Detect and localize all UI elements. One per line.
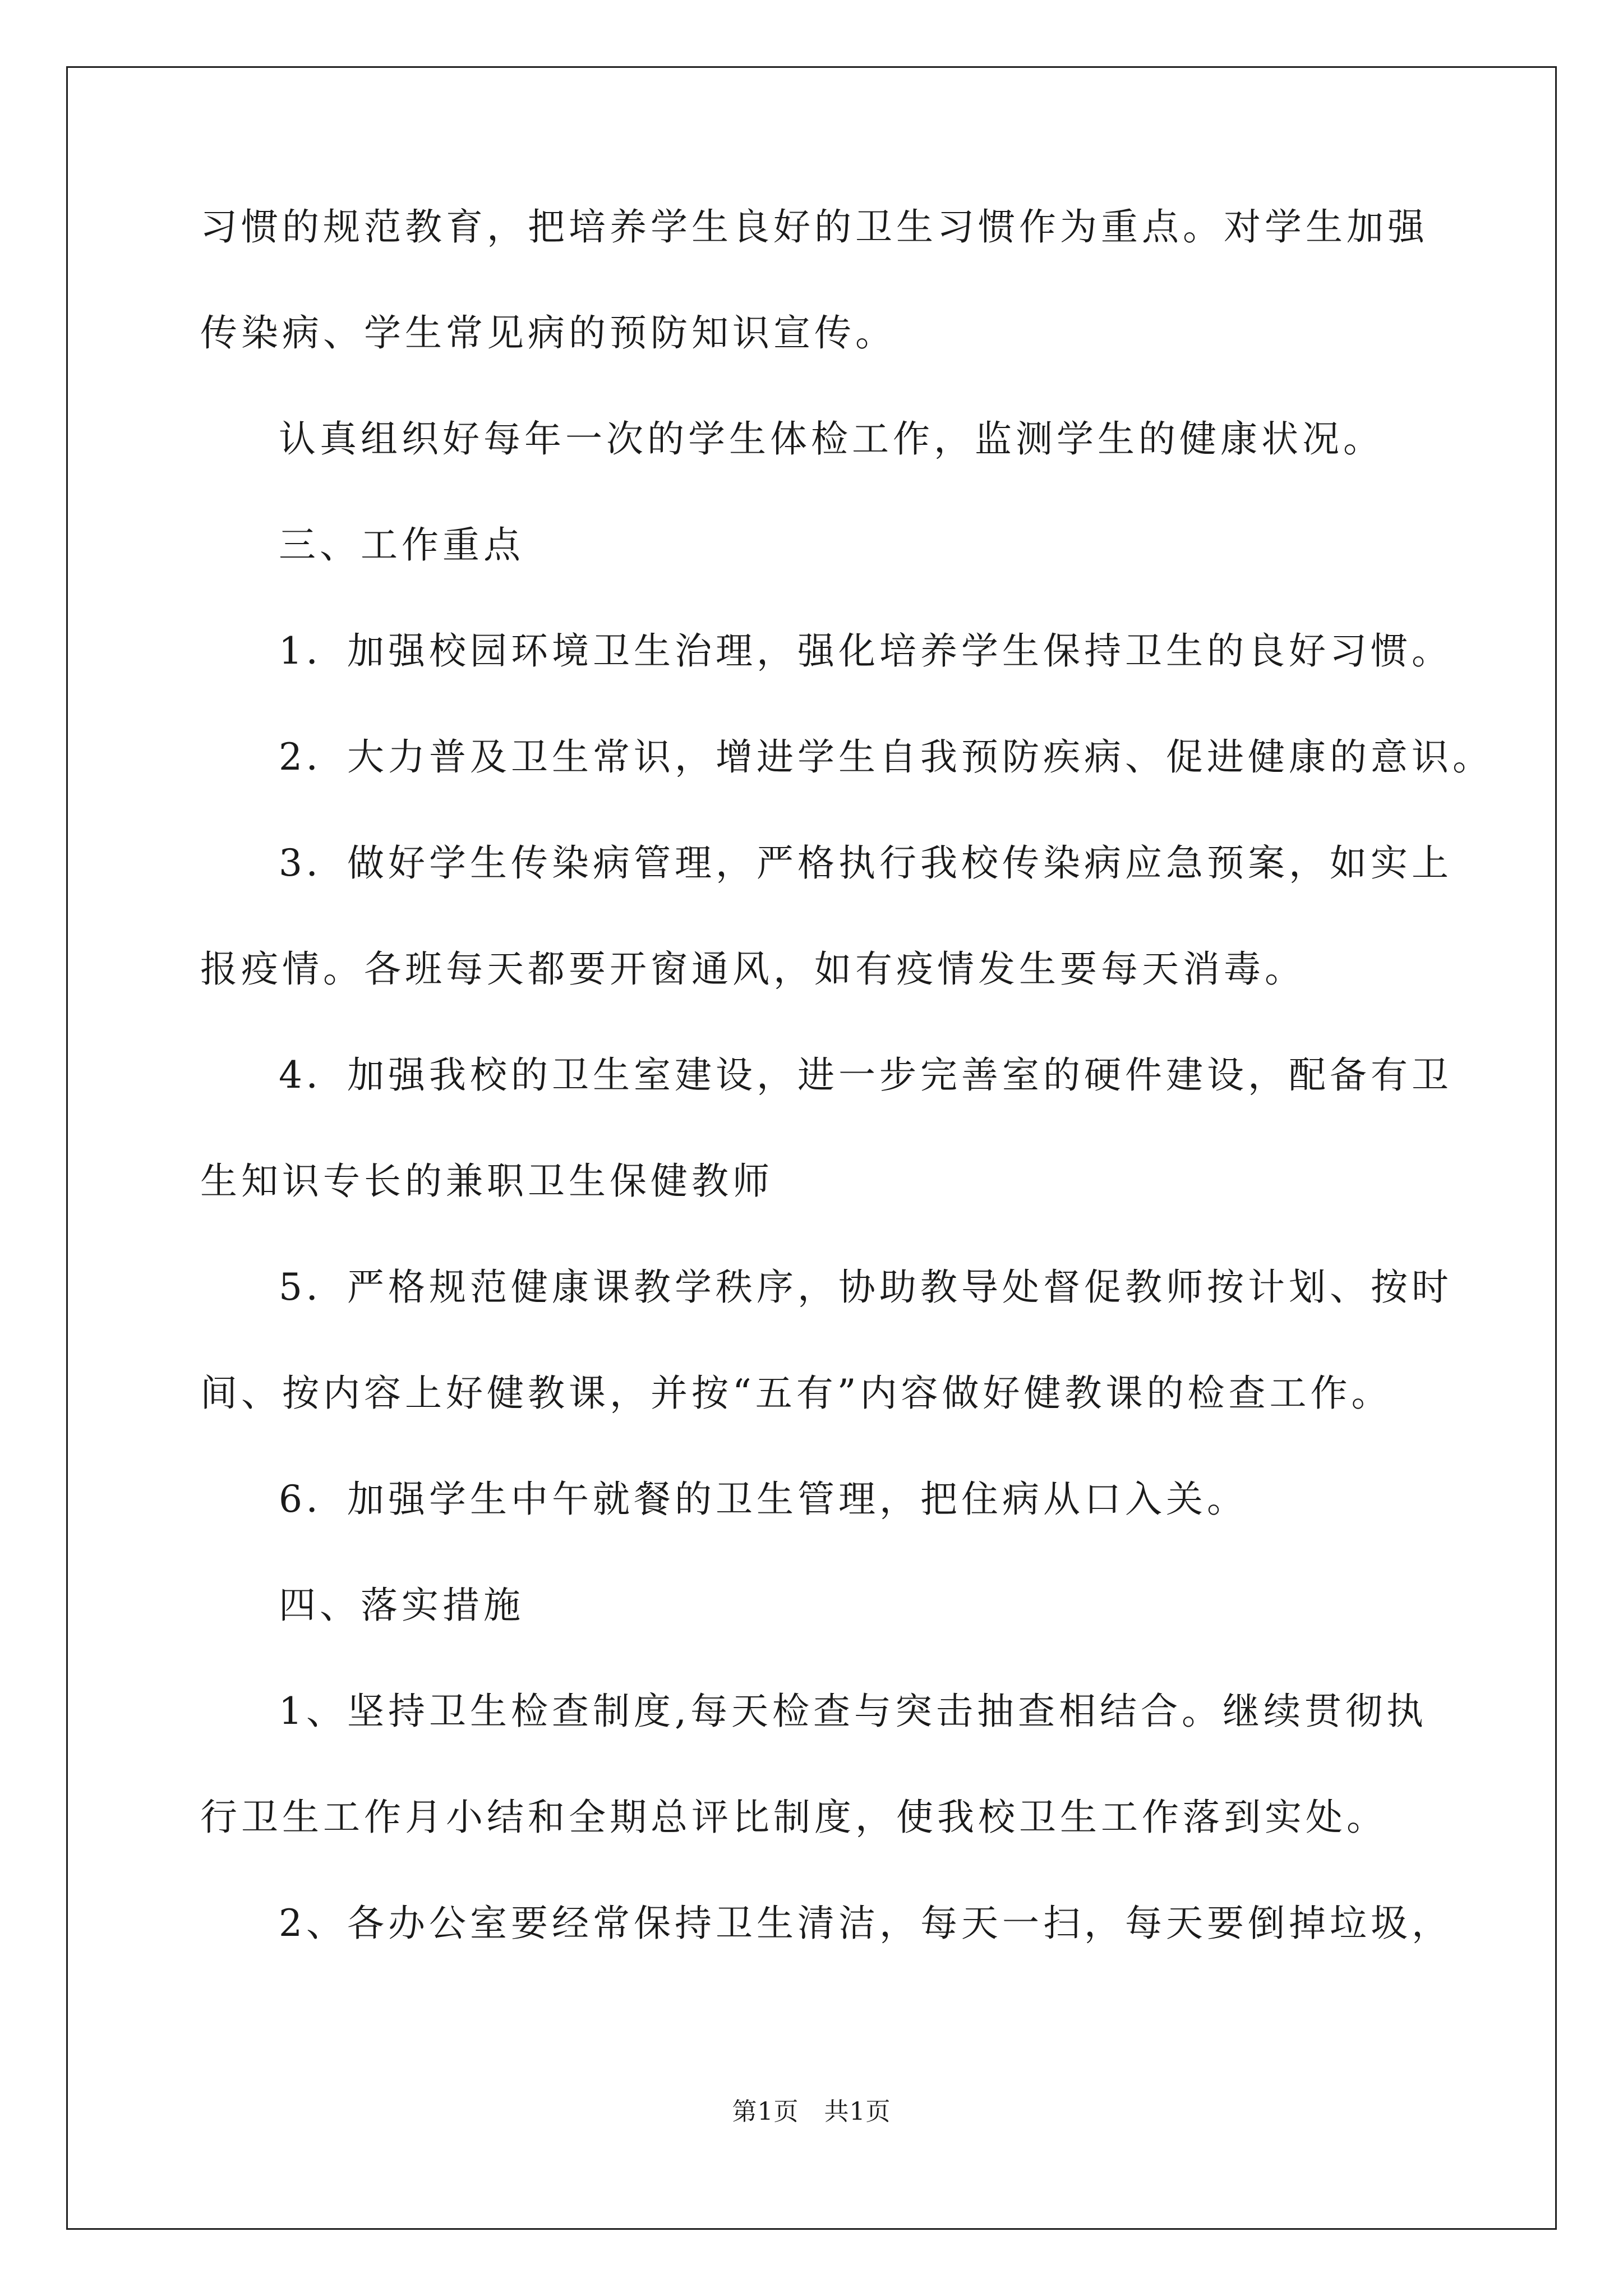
paragraph-line: 间、按内容上好健教课，并按“五有”内容做好健教课的检查工作。 xyxy=(200,1372,1393,1415)
paragraph-line: 6．加强学生中午就餐的卫生管理，把住病从口入关。 xyxy=(279,1478,1248,1521)
paragraph-line: 4．加强我校的卫生室建设，进一步完善室的硬件建设，配备有卫 xyxy=(279,1053,1453,1097)
paragraph-line: 传染病、学生常见病的预防知识宣传。 xyxy=(200,311,896,355)
document-body xyxy=(200,205,1493,2011)
paragraph-line: 2．大力普及卫生常识，增进学生自我预防疾病、促进健康的意识。 xyxy=(279,735,1493,779)
section-heading: 三、工作重点 xyxy=(279,523,524,567)
paragraph-line: 行卫生工作月小结和全期总评比制度，使我校卫生工作落到实处。 xyxy=(200,1796,1387,1839)
paragraph-line: 2、各办公室要经常保持卫生清洁，每天一扫，每天要倒掉垃圾， xyxy=(279,1902,1453,1945)
paragraph-line: 1、坚持卫生检查制度,每天检查与突击抽查相结合。继续贯彻执 xyxy=(279,1690,1427,1733)
paragraph-line: 1．加强校园环境卫生治理，强化培养学生保持卫生的良好习惯。 xyxy=(279,629,1453,673)
paragraph-line: 生知识专长的兼职卫生保健教师 xyxy=(200,1159,773,1203)
paragraph-line: 习惯的规范教育，把培养学生良好的卫生习惯作为重点。对学生加强 xyxy=(200,205,1428,249)
paragraph-line: 报疫情。各班每天都要开窗通风，如有疫情发生要每天消毒。 xyxy=(200,947,1306,991)
paragraph-line: 认真组织好每年一次的学生体检工作，监测学生的健康状况。 xyxy=(279,417,1384,461)
page-number-footer: 第1页 共1页 xyxy=(732,2097,891,2126)
paragraph-line: 3．做好学生传染病管理，严格执行我校传染病应急预案，如实上 xyxy=(279,841,1453,885)
paragraph-line: 5．严格规范健康课教学秩序，协助教导处督促教师按计划、按时 xyxy=(279,1266,1453,1309)
section-heading: 四、落实措施 xyxy=(279,1584,524,1627)
